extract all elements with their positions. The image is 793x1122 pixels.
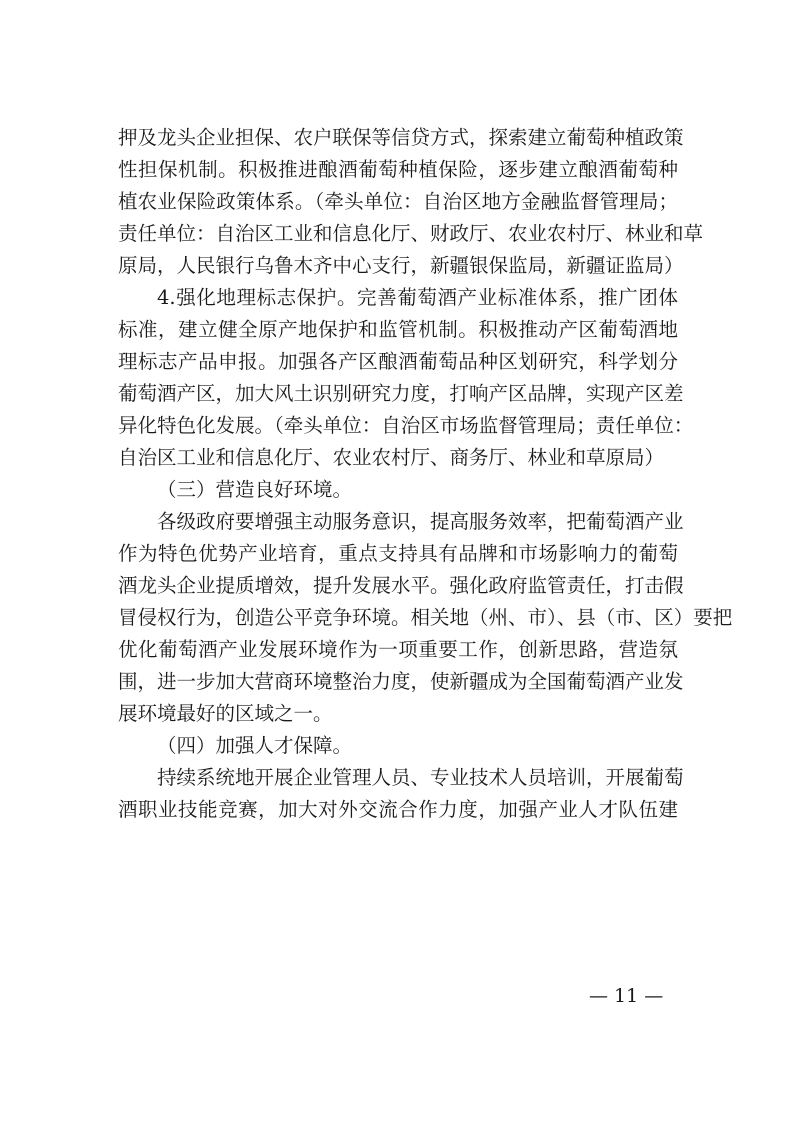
text-line-15: 酒龙头企业提质增效，提升发展水平。强化政府监管责任，打击假 xyxy=(118,574,684,597)
text-line-13: 各级政府要增强主动服务意识，提高服务效率，把葡萄酒产业 xyxy=(157,510,684,533)
section-heading-4: （四）加强人才保障。 xyxy=(157,734,353,757)
text-line-18: 围，进一步加大营商环境整治力度，使新疆成为全国葡萄酒产业发 xyxy=(118,670,684,693)
page-number: — 11 — xyxy=(589,985,664,1007)
text-line-17: 优化葡萄酒产业发展环境作为一项重要工作，创新思路，营造氛 xyxy=(118,638,678,661)
text-line-19: 展环境最好的区域之一。 xyxy=(118,702,333,725)
text-line-22: 酒职业技能竞赛，加大对外交流合作力度，加强产业人才队伍建 xyxy=(118,798,678,821)
document-body xyxy=(118,122,733,826)
text-line-4: 责任单位：自治区工业和信息化厅、财政厅、农业农村厅、林业和草 xyxy=(118,222,704,245)
text-line-10: 异化特色化发展。（牵头单位：自治区市场监督管理局；责任单位： xyxy=(118,414,694,437)
section-heading-3: （三）营造良好环境。 xyxy=(157,478,353,501)
text-line-14: 作为特色优势产业培育，重点支持具有品牌和市场影响力的葡萄 xyxy=(118,542,678,565)
text-line-9: 葡萄酒产区，加大风土识别研究力度，打响产区品牌，实现产区差 xyxy=(118,382,684,405)
text-line-11: 自治区工业和信息化厅、农业农村厅、商务厅、林业和草原局） xyxy=(118,446,665,469)
text-line-5: 原局，人民银行乌鲁木齐中心支行，新疆银保监局，新疆证监局） xyxy=(118,254,684,277)
text-line-16: 冒侵权行为，创造公平竞争环境。相关地（州、市）、县（市、区）要把 xyxy=(118,606,733,629)
text-line-7: 标准，建立健全原产地保护和监管机制。积极推动产区葡萄酒地 xyxy=(118,318,678,341)
text-line-2: 性担保机制。积极推进酿酒葡萄种植保险，逐步建立酿酒葡萄种 xyxy=(118,158,678,181)
text-line-6: 4.强化地理标志保护。完善葡萄酒产业标准体系，推广团体 xyxy=(157,286,678,309)
text-line-3: 植农业保险政策体系。（牵头单位：自治区地方金融监督管理局； xyxy=(118,190,678,213)
text-line-8: 理标志产品申报。加强各产区酿酒葡萄品种区划研究，科学划分 xyxy=(118,350,678,373)
text-line-1: 押及龙头企业担保、农户联保等信贷方式，探索建立葡萄种植政策 xyxy=(118,126,684,149)
text-line-21: 持续系统地开展企业管理人员、专业技术人员培训，开展葡萄 xyxy=(157,766,684,789)
